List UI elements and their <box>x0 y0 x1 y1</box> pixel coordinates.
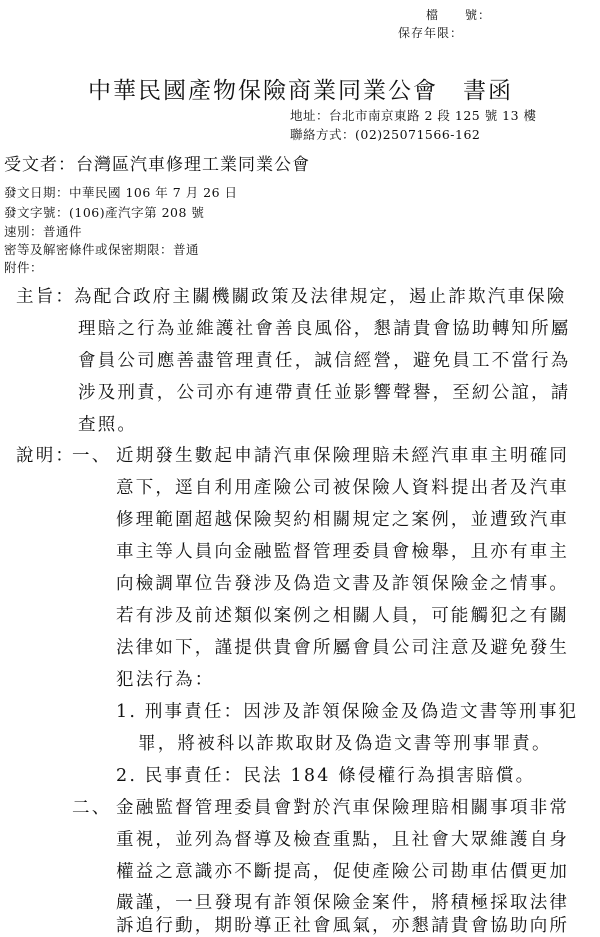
explanation-label: 說明： <box>16 446 76 466</box>
retention-period-label: 保存年限： <box>398 26 464 40</box>
item2-line: 重視，並列為督導及檢查重點，且社會大眾維護自身 <box>116 830 570 850</box>
item1-line: 向檢調單位告發涉及偽造文書及詐領保險金之情事。 <box>116 574 570 594</box>
address: 地址：台北市南京東路 2 段 125 號 13 樓 <box>290 108 537 123</box>
item1-line: 若有涉及前述類似案例之相關人員，可能觸犯之有關 <box>116 606 570 626</box>
sub-item-criminal-cont: 罪，將被科以詐欺取財及偽造文書等刑事罪責。 <box>138 734 552 754</box>
item1-line: 近期發生數起申請汽車保險理賠未經汽車車主明確同 <box>116 446 570 466</box>
issue-number: 發文字號：(106)產汽字第 208 號 <box>4 205 205 220</box>
item1-line: 修理範圍超越保險契約相關規定之案例，並遭致汽車 <box>116 510 570 530</box>
subject-line: 會員公司應善盡管理責任，誠信經營，避免員工不當行為 <box>78 351 571 371</box>
subject-line: 涉及刑責，公司亦有連帶責任並影響聲譽，至紉公誼，請 <box>78 383 571 403</box>
item1-line: 犯法行為： <box>116 670 215 690</box>
subject-line: 查照。 <box>78 415 138 435</box>
item2-line: 訴追行動，期盼導正社會風氣，亦懇請貴會協助向所 <box>116 916 570 936</box>
item2-line: 金融監督管理委員會對於汽車保險理賠相關事項非常 <box>116 798 570 818</box>
file-number-label: 檔 號： <box>426 8 492 22</box>
subject-line: 為配合政府主關機關政策及法律規定，遏止詐欺汽車保險 <box>74 287 567 307</box>
speed-class: 速別：普通件 <box>4 224 83 239</box>
item1-line: 法律如下，謹提供貴會所屬會員公司注意及避免發生 <box>116 638 570 658</box>
item2-line: 嚴謹，一旦發現有詐領保險金案件，將積極採取法律 <box>116 893 570 913</box>
issue-date: 發文日期：中華民國 106 年 7 月 26 日 <box>4 185 238 200</box>
contact-info: 聯絡方式：(02)25071566-162 <box>290 127 481 142</box>
subject-line: 理賠之行為並維護社會善良風俗，懇請貴會協助轉知所屬 <box>78 319 571 339</box>
sub-item-criminal: 1. 刑事責任：因涉及詐領保險金及偽造文書等刑事犯 <box>116 702 579 722</box>
secrecy-level: 密等及解密條件或保密期限：普通 <box>4 242 200 257</box>
attachment: 附件： <box>4 260 44 275</box>
item1-line: 意下，逕自利用產險公司被保險人資料提出者及汽車 <box>116 478 570 498</box>
item1-line: 車主等人員向金融監督管理委員會檢舉，且亦有車主 <box>116 542 570 562</box>
item2-line: 權益之意識亦不斷提高，促使產險公司勘車估價更加 <box>116 862 570 882</box>
recipient: 受文者：台灣區汽車修理工業同業公會 <box>4 155 310 175</box>
document-title: 中華民國產物保險商業同業公會 書函 <box>88 78 513 104</box>
subject-label: 主旨： <box>16 287 76 307</box>
sub-item-civil: 2. 民事責任：民法 184 條侵權行為損害賠償。 <box>116 766 536 786</box>
item-marker: 一、 <box>72 446 112 466</box>
item-marker: 二、 <box>72 798 112 818</box>
